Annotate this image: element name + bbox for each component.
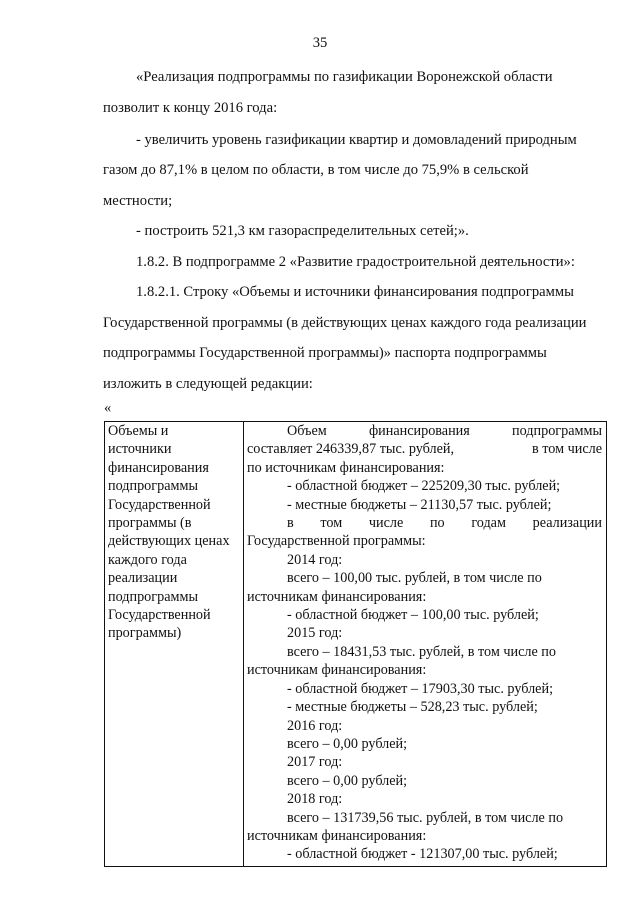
row-label-line: финансирования <box>108 459 209 476</box>
content-line: всего – 0,00 рублей; <box>287 772 408 789</box>
intro-line-2: позволит к концу 2016 года: <box>103 100 278 116</box>
intro-line-4: газом до 87,1% в целом по области, в том числе до 75,9% в сельской <box>103 162 529 178</box>
row-label-line: программы (в <box>108 515 192 532</box>
instruction-line-2: Государственной программы (в действующих ценах каждого года реализации <box>103 315 587 331</box>
year-heading: 2015 год: <box>287 625 343 642</box>
table-row <box>105 422 607 867</box>
row-label-line: действующих ценах <box>108 533 230 550</box>
row-content-cell <box>244 422 607 867</box>
word: том <box>320 515 343 532</box>
content-line: всего – 0,00 рублей; <box>287 735 408 752</box>
content-line: всего – 100,00 тыс. рублей, в том числе по <box>287 570 542 587</box>
content-line: источникам финансирования: <box>247 588 427 605</box>
word: в <box>287 515 294 532</box>
content-line: по источникам финансирования: <box>247 459 445 476</box>
row-label-line: источники <box>108 441 172 458</box>
year-heading: 2018 год: <box>287 791 343 808</box>
row-label-line: Государственной <box>108 496 211 513</box>
row-label-line: Объемы и <box>108 423 169 439</box>
year-heading: 2017 год: <box>287 754 343 771</box>
word: составляет 246339,87 тыс. рублей, <box>247 441 455 458</box>
row-label-line: Государственной <box>108 607 211 624</box>
content-line <box>247 514 602 532</box>
content-line <box>247 422 602 440</box>
row-label-line: каждого года <box>108 551 187 568</box>
content-line: - областной бюджет – 17903,30 тыс. рублей; <box>287 680 554 697</box>
section-heading: 1.8.2. В подпрограмме 2 «Развитие градостроительной деятельности»: <box>136 254 575 270</box>
intro-line-1: «Реализация подпрограммы по газификации Воронежской области <box>136 69 553 85</box>
content-line: источникам финансирования: <box>247 662 427 679</box>
intro-line-6: - построить 521,3 км газораспределительных сетей;». <box>136 223 469 239</box>
word: Объем <box>287 423 327 439</box>
year-heading: 2016 год: <box>287 717 343 734</box>
content-line: всего – 18431,53 тыс. рублей, в том числе по <box>287 643 556 660</box>
word: подпрограммы <box>512 423 602 439</box>
row-label-line: программы) <box>108 625 182 642</box>
content-line: - местные бюджеты – 528,23 тыс. рублей; <box>287 699 538 716</box>
content-line: источникам финансирования: <box>247 827 427 844</box>
instruction-line-4: изложить в следующей редакции: <box>103 376 313 392</box>
year-heading: 2014 год: <box>287 551 343 568</box>
intro-line-3: - увеличить уровень газификации квартир и домовладений природным <box>136 132 577 148</box>
financing-table <box>104 421 607 867</box>
word: числе <box>368 515 404 532</box>
word: в том числе <box>531 441 602 458</box>
row-label-cell <box>105 422 244 867</box>
row-label-line: подпрограммы <box>108 588 198 605</box>
content-line: Государственной программы: <box>247 533 426 550</box>
row-label-line: подпрограммы <box>108 478 198 495</box>
word: финансирования <box>368 423 470 439</box>
instruction-line-3: подпрограммы Государственной программы)» паспорта подпрограммы <box>103 345 547 361</box>
instruction-line-1: 1.8.2.1. Строку «Объемы и источники финансирования подпрограммы <box>136 284 574 300</box>
content-line: - местные бюджеты – 21130,57 тыс. рублей; <box>287 496 552 513</box>
content-line: - областной бюджет – 225209,30 тыс. рублей; <box>287 478 561 495</box>
opening-quote: « <box>104 400 112 416</box>
row-label-line: реализации <box>108 570 178 587</box>
content-line <box>247 440 602 458</box>
word: реализации <box>532 515 602 532</box>
content-line: - областной бюджет - 121307,00 тыс. рублей; <box>287 846 558 863</box>
content-line: всего – 131739,56 тыс. рублей, в том числе по <box>287 809 564 826</box>
intro-line-5: местности; <box>103 193 173 209</box>
word: годам <box>471 515 506 532</box>
content-line: - областной бюджет – 100,00 тыс. рублей; <box>287 607 539 624</box>
page-number: 35 <box>312 35 328 51</box>
word: по <box>429 515 445 532</box>
